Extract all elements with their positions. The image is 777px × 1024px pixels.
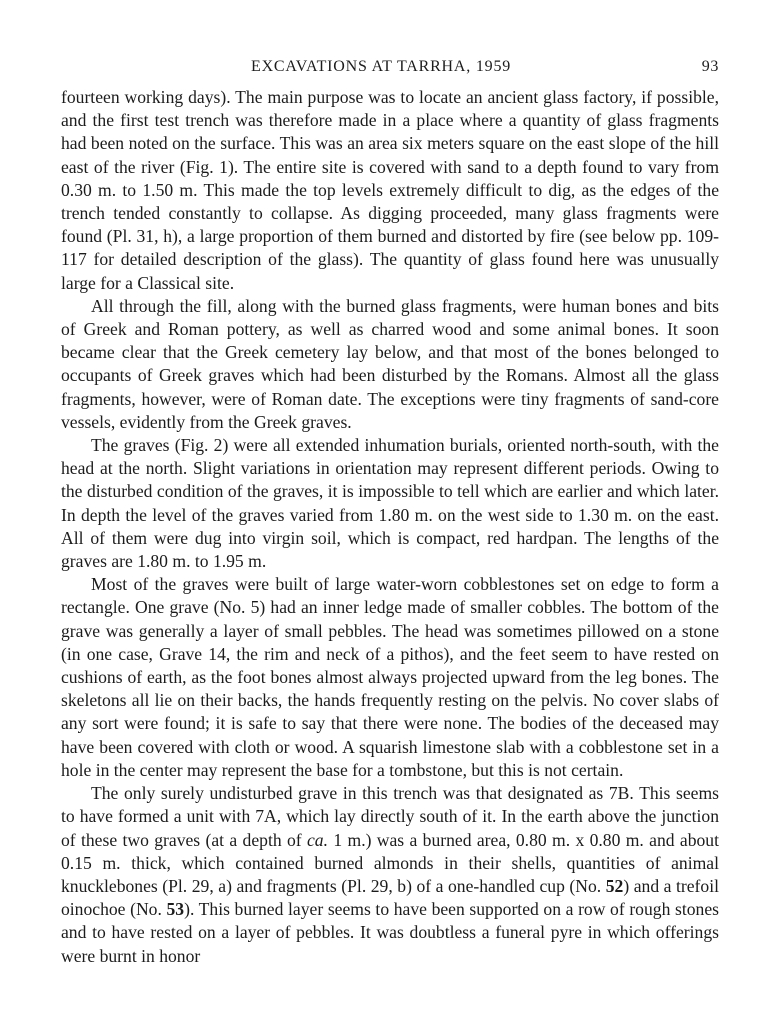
- paragraph-text: The only surely undisturbed grave in this trench was that designated as 7B. This seems to have formed a unit with 7A, which lay directly south of it. In the earth above the junction of these two graves (at a depth of: [61, 783, 719, 850]
- page-number: 93: [701, 58, 719, 75]
- paragraph-3: [61, 434, 719, 573]
- italic-abbreviation: ca.: [307, 829, 329, 850]
- paragraph-text: The graves (Fig. 2) were all extended inhumation burials, oriented north-south, with the head at the north. Slight variations in orientation may represent different periods. Owing to the disturbed condition of the graves, it is impossible to tell which are earlier and which later. In depth the level of the graves varied from 1.80 m. on the west side to 1.30 m. on the east. All of them were dug into virgin soil, which is compact, red hardpan. The lengths of the graves are 1.80 m. to 1.95 m.: [61, 435, 719, 572]
- paragraph-text: ). This burned layer seems to have been supported on a row of rough stones and to have rested on a layer of pebbles. It was doubtless a funeral pyre in which offerings were burnt in honor: [61, 899, 719, 966]
- paragraph-text: 1 m.) was a burned area, 0.80 m. x 0.80 m. and about 0.15 m. thick, which contained burned almonds in their shells, quantities of animal knucklebones (Pl. 29, a) and fragments (Pl. 29, b) of a one-handled cup (No.: [61, 829, 719, 896]
- paragraph-1: [61, 86, 719, 295]
- paragraph-text: All through the fill, along with the burned glass fragments, were human bones and bits of Greek and Roman pottery, as well as charred wood and some animal bones. It soon became clear that the Greek cemetery lay below, and that most of the bones belonged to occupants of Greek graves which had been disturbed by the Romans. Almost all the glass fragments, however, were of Roman date. The exceptions were tiny fragments of sand-core vessels, evidently from the Greek graves.: [61, 295, 719, 432]
- paragraph-text: fourteen working days). The main purpose was to locate an ancient glass factory, if possible, and the first test trench was therefore made in a place where a quantity of glass fragments had been noted on the surface. This was an area six meters square on the east slope of the hill east of the river (Fig. 1). The entire site is covered with sand to a depth found to vary from 0.30 m. to 1.50 m. This made the top levels extremely difficult to dig, as the edges of the trench tended constantly to collapse. As digging proceeded, many glass fragments were found (Pl. 31, h), a large proportion of them burned and distorted by fire (see below pp. 109-117 for detailed description of the glass). The quantity of glass found here was unusually large for a Classical site.: [61, 87, 719, 293]
- paragraph-5: [61, 782, 719, 968]
- paragraph-2: [61, 295, 719, 434]
- catalogue-number: 52: [605, 875, 624, 896]
- body-text: [61, 86, 719, 968]
- running-head: [61, 58, 719, 76]
- catalogue-number: 53: [166, 899, 185, 920]
- paragraph-text: Most of the graves were built of large water-worn cobblestones set on edge to form a rectangle. One grave (No. 5) had an inner ledge made of smaller cobbles. The bottom of the grave was generally a layer of small pebbles. The head was sometimes pillowed on a stone (in one case, Grave 14, the rim and neck of a pithos), and the feet seem to have rested on cushions of earth, as the foot bones almost always projected upward from the leg bones. The skeletons all lie on their backs, the hands frequently resting on the pelvis. No cover slabs of any sort were found; it is safe to say that there were none. The bodies of the deceased may have been covered with cloth or wood. A squarish limestone slab with a cobblestone set in a hole in the center may represent the base for a tombstone, but this is not certain.: [61, 574, 719, 780]
- paragraph-text: ) and a trefoil oinochoe (No.: [61, 875, 719, 920]
- paragraph-4: [61, 573, 719, 782]
- running-title: EXCAVATIONS AT TARRHA, 1959: [251, 58, 512, 75]
